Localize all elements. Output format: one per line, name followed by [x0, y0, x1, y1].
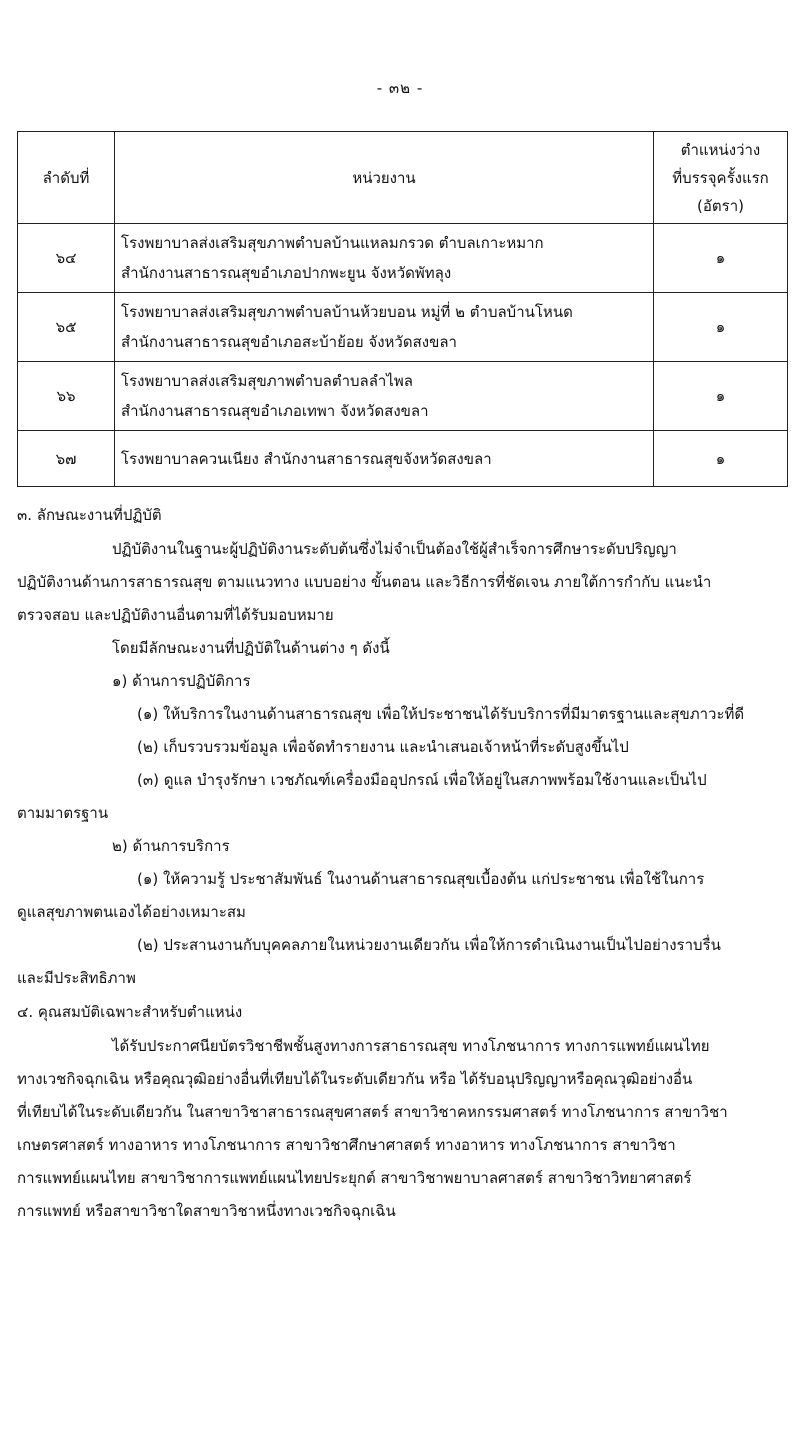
row-positions: ๑	[654, 224, 788, 293]
row-unit-line2: สำนักงานสาธารณสุขอำเภอสะบ้าย้อย จังหวัดสงขลา	[121, 333, 457, 351]
section4-heading: ๔. คุณสมบัติเฉพาะสำหรับตำแหน่ง	[17, 1003, 243, 1021]
table-row	[18, 293, 788, 362]
sub1-item3-line1: (๓) ดูแล บำรุงรักษา เวชภัณฑ์เครื่องมืออุปกรณ์ เพื่อให้อยู่ในสภาพพร้อมใช้งานและเป็นไป	[137, 771, 707, 789]
units-table	[17, 131, 788, 487]
section4-line: การแพทย์แผนไทย สาขาวิชาการแพทย์แผนไทยประยุกต์ สาขาวิชาพยาบาลศาสตร์ สาขาวิชาวิทยาศาสตร์	[17, 1169, 692, 1187]
section4-line: ที่เทียบได้ในระดับเดียวกัน ในสาขาวิชาสาธารณสุขศาสตร์ สาขาวิชาคหกรรมศาสตร์ ทางโภชนาการ สาขาวิชา	[17, 1103, 728, 1121]
row-unit	[115, 293, 654, 362]
section3-intro: โดยมีลักษณะงานที่ปฏิบัติในด้านต่าง ๆ ดังนี้	[112, 639, 390, 657]
page-number: - ๓๒ -	[376, 79, 424, 97]
sub1-item1: (๑) ให้บริการในงานด้านสาธารณสุข เพื่อให้ประชาชนได้รับบริการที่มีมาตรฐานและสุขภาวะที่ดี	[137, 705, 745, 723]
row-unit-line1: โรงพยาบาลส่งเสริมสุขภาพตำบลบ้านแหลมกรวด ตำบลเกาะหมาก	[121, 234, 544, 252]
row-unit-line1: โรงพยาบาลส่งเสริมสุขภาพตำบลตำบลลำไพล	[121, 372, 413, 390]
row-positions: ๑	[654, 431, 788, 487]
header-unit: หน่วยงาน	[115, 132, 654, 224]
section3-para-line2: ปฏิบัติงานด้านการสาธารณสุข ตามแนวทาง แบบอย่าง ขั้นตอน และวิธีการที่ชัดเจน ภายใต้การกำกับ แนะนำ	[17, 573, 712, 591]
sub1-heading: ๑) ด้านการปฏิบัติการ	[112, 672, 251, 690]
section3-heading: ๓. ลักษณะงานที่ปฏิบัติ	[17, 506, 162, 524]
row-unit-line1: โรงพยาบาลส่งเสริมสุขภาพตำบลบ้านห้วยบอน หมู่ที่ ๒ ตำบลบ้านโหนด	[121, 303, 573, 321]
row-seq: ๖๔	[18, 224, 115, 293]
row-unit-line2: สำนักงานสาธารณสุขอำเภอเทพา จังหวัดสงขลา	[121, 402, 429, 420]
row-unit	[115, 362, 654, 431]
row-unit-line1: โรงพยาบาลควนเนียง สำนักงานสาธารณสุขจังหวัดสงขลา	[121, 449, 492, 468]
sub2-item1-line1: (๑) ให้ความรู้ ประชาสัมพันธ์ ในงานด้านสาธารณสุขเบื้องต้น แก่ประชาชน เพื่อใช้ในการ	[137, 870, 705, 888]
sub1-item2: (๒) เก็บรวบรวมข้อมูล เพื่อจัดทำรายงาน และนำเสนอเจ้าหน้าที่ระดับสูงขึ้นไป	[137, 738, 629, 756]
row-unit	[115, 431, 654, 487]
header-positions	[654, 132, 788, 224]
row-seq: ๖๕	[18, 293, 115, 362]
sub2-item2-line1: (๒) ประสานงานกับบุคคลภายในหน่วยงานเดียวกัน เพื่อให้การดำเนินงานเป็นไปอย่างราบรื่น	[137, 936, 721, 954]
row-positions: ๑	[654, 362, 788, 431]
row-positions: ๑	[654, 293, 788, 362]
row-unit-line2: สำนักงานสาธารณสุขอำเภอปากพะยูน จังหวัดพัทลุง	[121, 264, 452, 282]
header-positions-line2: ที่บรรจุครั้งแรก	[672, 168, 769, 187]
table-row	[18, 362, 788, 431]
sub2-item1-line2: ดูแลสุขภาพตนเองได้อย่างเหมาะสม	[17, 903, 246, 921]
table-row	[18, 224, 788, 293]
sub2-heading: ๒) ด้านการบริการ	[112, 837, 230, 855]
row-seq: ๖๗	[18, 431, 115, 487]
table-row	[18, 431, 788, 487]
section3-para-line1: ปฏิบัติงานในฐานะผู้ปฏิบัติงานระดับต้นซึ่งไม่จำเป็นต้องใช้ผู้สำเร็จการศึกษาระดับปริญญา	[112, 540, 677, 558]
sub2-item2-line2: และมีประสิทธิภาพ	[17, 969, 136, 987]
row-unit	[115, 224, 654, 293]
header-positions-line1: ตำแหน่งว่าง	[680, 140, 761, 159]
section3-para-line3: ตรวจสอบ และปฏิบัติงานอื่นตามที่ได้รับมอบหมาย	[17, 606, 334, 624]
section4-line: เกษตรศาสตร์ ทางอาหาร ทางโภชนาการ สาขาวิชาศึกษาศาสตร์ ทางอาหาร ทางโภชนาการ สาขาวิชา	[17, 1136, 676, 1154]
section4-line: การแพทย์ หรือสาขาวิชาใดสาขาวิชาหนึ่งทางเวชกิจฉุกเฉิน	[17, 1202, 396, 1220]
row-seq: ๖๖	[18, 362, 115, 431]
header-seq: ลำดับที่	[18, 132, 115, 224]
section4-line: ทางเวชกิจฉุกเฉิน หรือคุณวุฒิอย่างอื่นที่เทียบได้ในระดับเดียวกัน หรือ ได้รับอนุปริญญาหรือคุณวุฒิอย่างอื่น	[17, 1070, 693, 1088]
section4-line: ได้รับประกาศนียบัตรวิชาชีพชั้นสูงทางการสาธารณสุข ทางโภชนาการ ทางการแพทย์แผนไทย	[112, 1037, 710, 1055]
header-positions-line3: (อัตรา)	[697, 196, 744, 215]
table-header-row	[18, 132, 788, 224]
sub1-item3-line2: ตามมาตรฐาน	[17, 804, 109, 822]
